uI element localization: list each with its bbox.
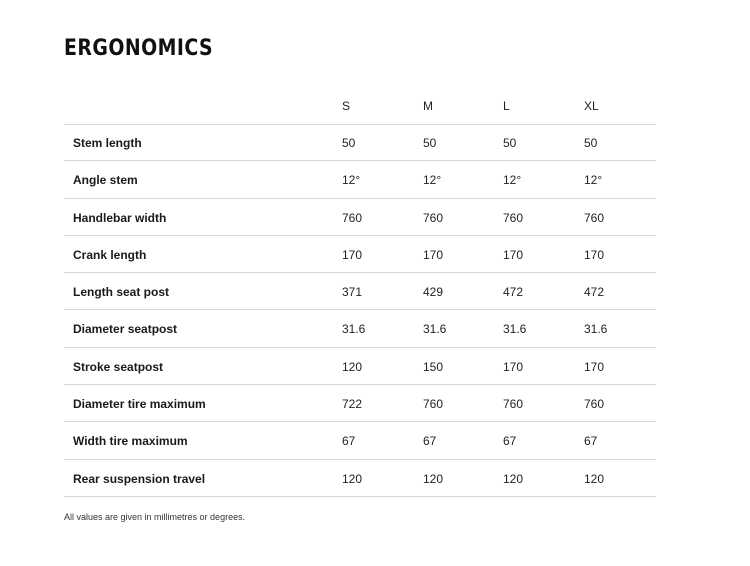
ergonomics-table bbox=[64, 124, 656, 497]
cell-value-m: 120 bbox=[423, 471, 444, 486]
cell-value-l: 31.6 bbox=[503, 322, 527, 337]
cell-value-xl: 12° bbox=[584, 173, 603, 188]
table-row bbox=[64, 348, 656, 385]
cell-value-s: 120 bbox=[342, 471, 363, 486]
table-row bbox=[64, 124, 656, 161]
cell-value-m: 12° bbox=[423, 173, 442, 188]
cell-value-xl: 120 bbox=[584, 471, 605, 486]
size-column-m: M bbox=[423, 99, 433, 113]
row-label: Diameter tire maximum bbox=[73, 397, 206, 412]
cell-value-m: 760 bbox=[423, 397, 444, 412]
cell-value-xl: 760 bbox=[584, 210, 605, 225]
row-label: Stroke seatpost bbox=[73, 359, 164, 374]
row-label: Handlebar width bbox=[73, 210, 167, 225]
page-title: ERGONOMICS bbox=[64, 36, 214, 61]
cell-value-m: 50 bbox=[423, 136, 437, 150]
row-label: Stem length bbox=[73, 136, 142, 150]
cell-value-l: 170 bbox=[503, 359, 524, 374]
cell-value-s: 50 bbox=[342, 136, 356, 150]
cell-value-l: 760 bbox=[503, 397, 524, 412]
cell-value-m: 429 bbox=[423, 285, 444, 300]
cell-value-l: 67 bbox=[503, 434, 517, 449]
row-label: Length seat post bbox=[73, 285, 170, 300]
row-label: Rear suspension travel bbox=[73, 471, 206, 486]
cell-value-s: 722 bbox=[342, 397, 363, 412]
cell-value-xl: 67 bbox=[584, 434, 598, 449]
cell-value-xl: 760 bbox=[584, 397, 605, 412]
row-label: Crank length bbox=[73, 247, 147, 262]
table-row bbox=[64, 310, 656, 347]
row-label: Angle stem bbox=[73, 173, 138, 188]
table-row bbox=[64, 161, 656, 198]
row-label: Diameter seatpost bbox=[73, 322, 178, 337]
table-row bbox=[64, 460, 656, 497]
size-header-row bbox=[64, 88, 656, 125]
cell-value-l: 50 bbox=[503, 136, 517, 150]
cell-value-l: 120 bbox=[503, 471, 524, 486]
cell-value-xl: 170 bbox=[584, 359, 605, 374]
size-column-s: S bbox=[342, 99, 351, 113]
cell-value-l: 12° bbox=[503, 173, 522, 188]
cell-value-m: 67 bbox=[423, 434, 437, 449]
cell-value-xl: 170 bbox=[584, 247, 605, 262]
cell-value-s: 31.6 bbox=[342, 322, 366, 337]
cell-value-l: 472 bbox=[503, 285, 524, 300]
size-column-l: L bbox=[503, 99, 510, 113]
cell-value-l: 170 bbox=[503, 247, 524, 262]
cell-value-m: 150 bbox=[423, 359, 444, 374]
table-row bbox=[64, 236, 656, 273]
cell-value-s: 760 bbox=[342, 210, 363, 225]
cell-value-s: 170 bbox=[342, 247, 363, 262]
size-column-xl: XL bbox=[584, 99, 599, 113]
table-row bbox=[64, 422, 656, 459]
table-row bbox=[64, 273, 656, 310]
cell-value-s: 67 bbox=[342, 434, 356, 449]
cell-value-s: 120 bbox=[342, 359, 363, 374]
cell-value-xl: 31.6 bbox=[584, 322, 608, 337]
cell-value-m: 760 bbox=[423, 210, 444, 225]
cell-value-xl: 472 bbox=[584, 285, 605, 300]
cell-value-s: 371 bbox=[342, 285, 363, 300]
row-label: Width tire maximum bbox=[73, 434, 188, 449]
cell-value-s: 12° bbox=[342, 173, 361, 188]
cell-value-xl: 50 bbox=[584, 136, 598, 150]
cell-value-m: 31.6 bbox=[423, 322, 447, 337]
table-row bbox=[64, 199, 656, 236]
footnote: All values are given in millimetres or degrees. bbox=[64, 512, 246, 522]
table-row bbox=[64, 385, 656, 422]
cell-value-m: 170 bbox=[423, 247, 444, 262]
cell-value-l: 760 bbox=[503, 210, 524, 225]
